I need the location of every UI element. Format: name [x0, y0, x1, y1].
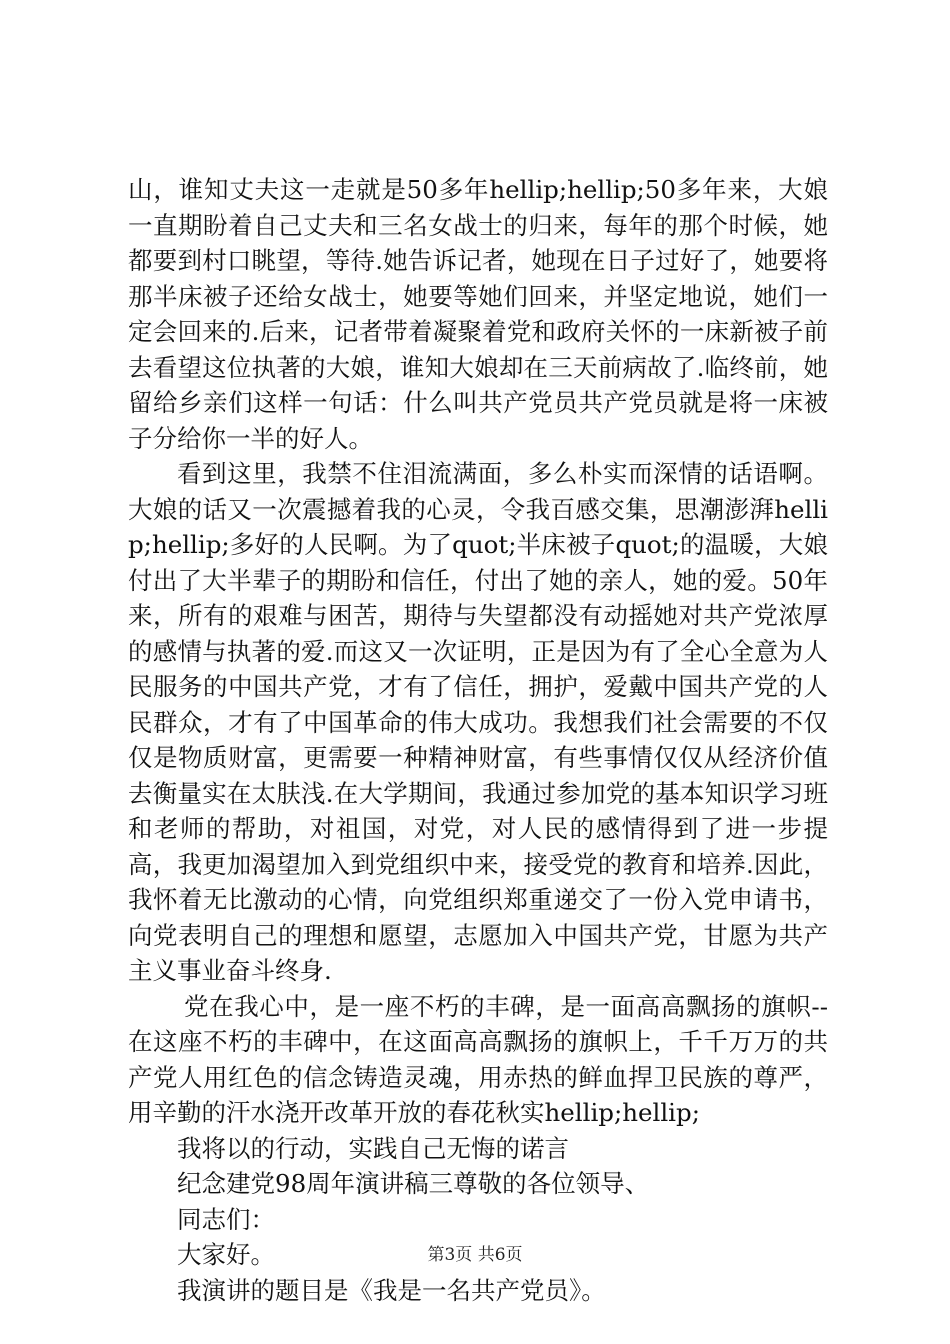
line-greeting: 大家好。 — [177, 1240, 275, 1269]
line-speech-title-intro: 纪念建党98周年演讲稿三尊敬的各位领导、 — [177, 1169, 650, 1198]
page-footer: 第3页 共6页 — [427, 1245, 523, 1265]
line-promise: 我将以的行动，实践自己无悔的诺言 — [177, 1133, 569, 1163]
line-speech-topic: 我演讲的题目是《我是一名共产党员》。 — [177, 1275, 606, 1305]
paragraph-reflection: 看到这里，我禁不住泪流满面，多么朴实而深情的话语啊。大娘的话又一次震撼着我的心灵，令我百感交集，思潮澎湃hellip;hellip;多好的人民啊。为了quot;半床被子quot;的温暖，大娘付出了大半辈子的期盼和信任，付出了她的亲人，她的爱。50年来，所有的艰难与困苦，期待与失望都没有动摇她对共产党浓厚的感情与执著的爱.而这又一次证明，正是因为有了全心全意为人民服务的中国共产党，才有了信任，拥护，爱戴中国共产党的人民群众，才有了中国革命的伟大成功。我想我们社会需要的不仅仅是物质财富，更需要一种精神财富，有些事情仅仅从经济价值去衡量实在太肤浅.在大学期间，我通过参加党的基本知识学习班和老师的帮助，对祖国，对党，对人民的感情得到了进一步提高，我更加渴望加入到党组织中来，接受党的教育和培养.因此，我怀着无比激动的心情，向党组织郑重递交了一份入党申请书，向党表明自己的理想和愿望，志愿加入中国共产党，甘愿为共产主义事业奋斗终身. — [128, 459, 828, 985]
paragraph-continued: 山，谁知丈夫这一走就是50多年hellip;hellip;50多年来，大娘一直期盼着自己丈夫和三名女战士的归来，每年的那个时候，她都要到村口眺望，等待.她告诉记者，她现在日子过好了，她要将那半床被子还给女战士，她要等她们回来，并坚定地说，她们一定会回来的.后来，记者带着凝聚着党和政府关怀的一床新被子前去看望这位执著的大娘，谁知大娘却在三天前病故了.临终前，她留给乡亲们这样一句话：什么叫共产党员共产党员就是将一床被子分给你一半的好人。 — [128, 175, 828, 453]
paragraph-party-monument: 党在我心中，是一座不朽的丰碑，是一面高高飘扬的旗帜--在这座不朽的丰碑中，在这面高高飘扬的旗帜上，千千万万的共产党人用红色的信念铸造灵魂，用赤热的鲜血捍卫民族的尊严，用辛勤的汗水浇开改革开放的春花秋实hellip;hellip; — [128, 991, 828, 1127]
document-body — [128, 172, 828, 1308]
line-comrades: 同志们： — [177, 1204, 275, 1234]
